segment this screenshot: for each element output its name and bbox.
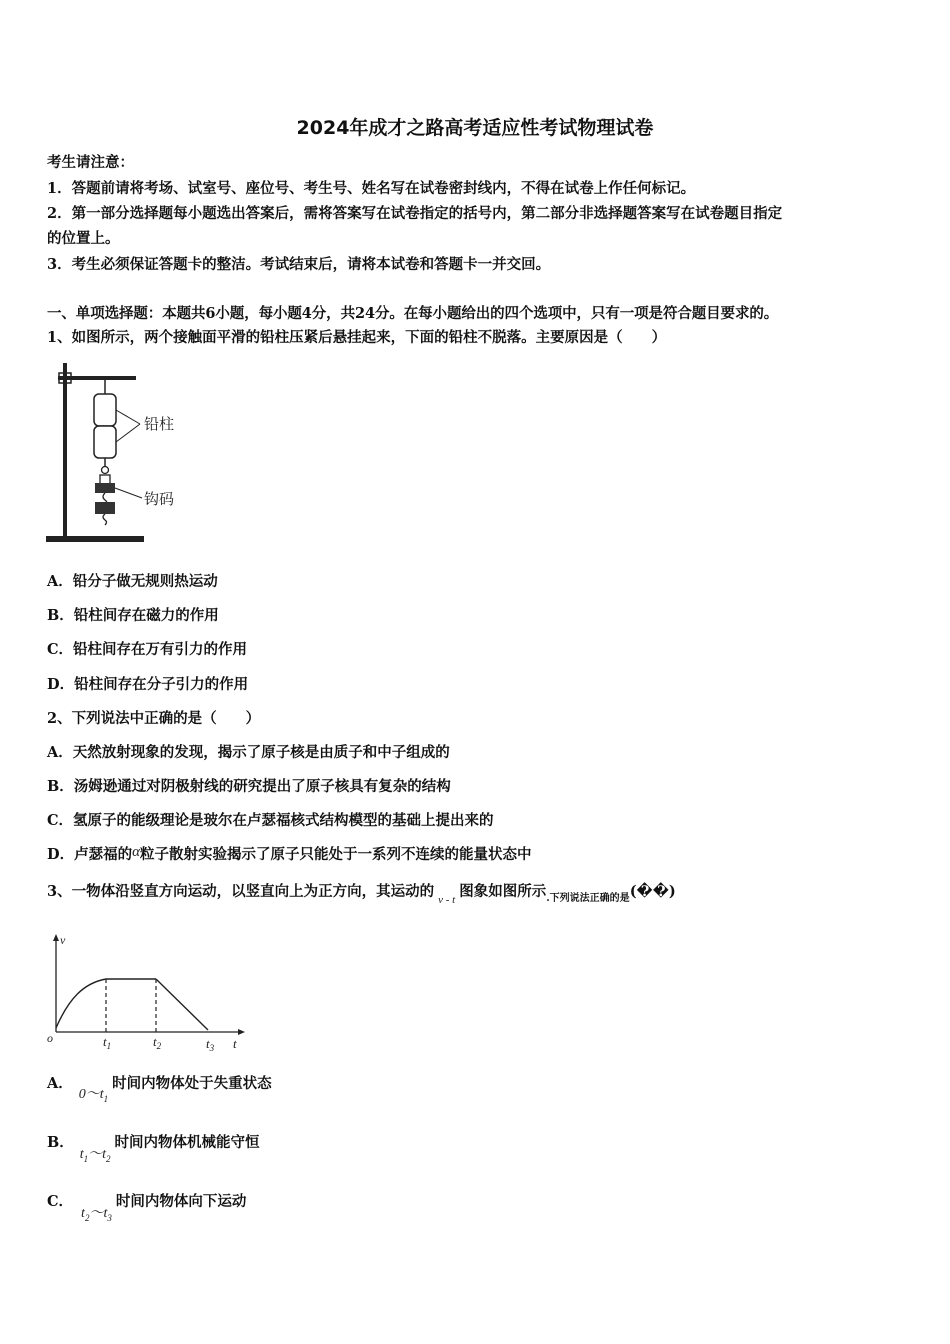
section-heading: 一、单项选择题：本题共6小题，每小题4分，共24分。在每小题给出的四个选项中，只有一项是符合题目要求的。 <box>47 305 779 322</box>
q1-option-c: C．铅柱间存在万有引力的作用 <box>47 641 248 658</box>
notice-item-1: 1．答题前请将考场、试室号、座位号、考生号、姓名写在试卷密封线内，不得在试卷上作任何标记。 <box>47 180 696 197</box>
q3b-math: $t_1\sim t_2$ <box>79 1147 111 1164</box>
notice-heading: 考生请注意： <box>47 154 134 171</box>
notice-item-2-cont: 的位置上。 <box>47 230 120 247</box>
t-axis-label: t <box>233 1036 237 1051</box>
q2-option-b: B．汤姆逊通过对阴极射线的研究提出了原子核具有复杂的结构 <box>47 778 451 795</box>
segment-decel <box>156 979 208 1030</box>
lead-cylinder-bottom <box>94 426 116 458</box>
alpha-symbol: α <box>132 844 140 860</box>
t2-label: $t_2$ <box>153 1034 162 1051</box>
q2-option-d: D．卢瑟福的α粒子散射实验揭示了原子只能处于一系列不连续的能量状态中 <box>47 844 532 863</box>
vt-symbol: v - t <box>438 894 456 906</box>
label-weight: 钩码 <box>144 492 175 508</box>
q3-option-a: A．$0\sim t_1$时间内物体处于失重状态 <box>47 1075 272 1104</box>
vt-graph <box>44 928 254 1056</box>
notice-item-3: 3．考生必须保证答题卡的整洁。考试结束后，请将本试卷和答题卡一并交回。 <box>47 256 551 273</box>
page-title: 2024年成才之路高考适应性考试物理试卷 <box>296 117 654 139</box>
q1-stem: 1、如图所示，两个接触面平滑的铅柱压紧后悬挂起来，下面的铅柱不脱落。主要原因是（ ） <box>47 329 667 346</box>
q2-option-c: C．氢原子的能级理论是玻尔在卢瑟福核式结构模型的基础上提出来的 <box>47 812 494 829</box>
weight-top <box>95 483 115 493</box>
q1-option-a: A．铅分子做无规则热运动 <box>47 573 218 590</box>
q3-option-c: C．$t_2\sim t_3$时间内物体向下运动 <box>47 1193 247 1223</box>
q3-stem: 3、一物体沿竖直方向运动，以竖直向上为正方向，其运动的 $_{v - t}$ 图象如图所示$_{.下列说法正确的是}$(��) <box>47 883 676 906</box>
q2-stem: 2、下列说法中正确的是（ ） <box>47 710 261 727</box>
q1-figure <box>40 356 200 551</box>
origin-label: o <box>47 1031 53 1045</box>
q2-option-a: A．天然放射现象的发现，揭示了原子核是由质子和中子组成的 <box>47 744 450 761</box>
q3c-math: $t_2\sim t_3$ <box>81 1206 112 1223</box>
stand-base <box>46 536 144 542</box>
curve-accel <box>56 979 106 1028</box>
notice-item-2: 2．第一部分选择题每小题选出答案后，需将答案写在试卷指定的括号内，第二部分非选择题答案写在试卷题目指定 <box>47 205 783 222</box>
lead-cylinder-top <box>94 394 116 426</box>
q3a-math: $0\sim t_1$ <box>78 1087 109 1104</box>
q1-option-b: B．铅柱间存在磁力的作用 <box>47 607 219 624</box>
label-lead: 铅柱 <box>144 417 175 433</box>
stand-arm <box>58 376 136 380</box>
weight-bottom <box>95 502 115 514</box>
q1-option-d: D．铅柱间存在分子引力的作用 <box>47 676 249 693</box>
stand-pole <box>63 363 67 536</box>
t3-label: $t_3$ <box>206 1036 215 1053</box>
q3-option-b: B．$t_1\sim t_2$时间内物体机械能守恒 <box>47 1134 260 1164</box>
v-label: v <box>60 933 66 947</box>
t1-label: $t_1$ <box>103 1034 112 1051</box>
